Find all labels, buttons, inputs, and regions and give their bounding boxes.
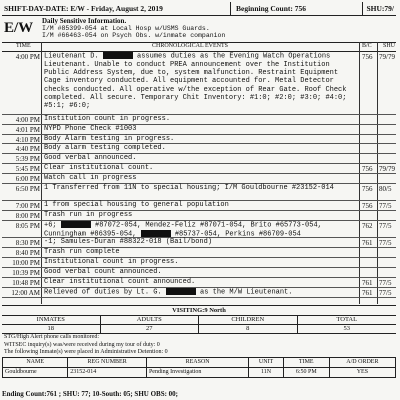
event-time: 7:00 PM xyxy=(15,202,40,210)
event-time: 6:00 PM xyxy=(15,175,40,183)
info-line-1: I/M #85399-054 at Local Hosp w/USMS Guards. xyxy=(42,25,210,32)
ad-cell: Pending Investigation xyxy=(146,367,248,377)
ad-cell: 23152-014 xyxy=(68,367,147,377)
event-shu: 77/5 xyxy=(379,279,392,287)
table-row xyxy=(2,221,396,238)
table-row xyxy=(2,52,396,115)
visiting-value: 53 xyxy=(343,325,350,332)
event-time: 5:45 PM xyxy=(15,165,40,173)
event-text: Watch call in progress xyxy=(44,174,137,182)
event-bc: 756 xyxy=(362,185,373,193)
count-sheet-page xyxy=(2,0,398,398)
info-line-2: I/M #66463-054 on Psych Obs. w/inmate companion xyxy=(42,32,226,39)
visiting-value: 8 xyxy=(199,325,298,333)
event-shu: 77/5 xyxy=(379,222,392,230)
col-bc: B/C xyxy=(362,43,372,49)
event-text: +6; #87072-054, Mendez-Feliz #87071-054, Brito #65773-054, Cunningham #86395-054, #85737-054, Perkins #86709-054 xyxy=(44,221,322,238)
notes xyxy=(2,334,396,357)
ad-cell: YES xyxy=(329,367,395,377)
event-shu: 77/5 xyxy=(379,202,392,210)
event-time: 5:39 PM xyxy=(15,155,40,163)
note-line: WITSEC inquiry(s) was/were received during my tour of duty: 0 xyxy=(4,341,160,348)
note-line: STG/High Alert phone calls monitored: xyxy=(4,334,99,340)
table-row xyxy=(2,144,396,154)
ad-cell: 6:50 PM xyxy=(283,367,329,377)
event-time: 8:05 PM xyxy=(15,222,40,230)
ad-col-unit: UNIT xyxy=(249,357,283,367)
event-time: 4:40 PM xyxy=(15,145,40,153)
table-row xyxy=(2,115,396,125)
ad-table-header xyxy=(3,357,396,367)
table-row xyxy=(2,278,396,288)
visiting-headers xyxy=(2,316,396,325)
event-time: 10:48 PM xyxy=(12,279,40,287)
event-bc: 762 xyxy=(362,222,373,230)
table-row xyxy=(3,367,396,377)
ending-count: Ending Count:761 ; SHU: 77; 10-South: 05; SHU OBS: 00; xyxy=(2,390,178,398)
event-shu: 79/79 xyxy=(379,165,395,173)
info-title: Daily Sensitive Information. xyxy=(42,17,127,25)
visiting-value: 18 xyxy=(2,325,101,333)
event-time: 4:10 PM xyxy=(15,136,40,144)
table-row xyxy=(2,154,396,164)
event-text: Trash run in progress xyxy=(44,211,133,219)
ad-table xyxy=(2,357,396,378)
event-shu: 77/5 xyxy=(379,239,392,247)
event-time: 4:01 PM xyxy=(15,126,40,134)
ad-col-name: NAME xyxy=(3,357,68,367)
visiting-section xyxy=(2,305,396,378)
event-shu: 77/5 xyxy=(379,289,392,297)
header-bar xyxy=(2,2,396,16)
visiting-header: ADULTS xyxy=(101,316,200,324)
event-bc: 756 xyxy=(362,53,373,61)
event-time: 6:50 PM xyxy=(15,185,40,193)
visiting-header: INMATES xyxy=(2,316,101,324)
table-row xyxy=(2,211,396,221)
table-row xyxy=(2,164,396,174)
table-row xyxy=(2,201,396,211)
watch-code: E/W xyxy=(4,20,34,36)
visiting-value: 27 xyxy=(101,325,200,333)
event-text: Trash run complete xyxy=(44,248,120,256)
event-text: -1; Samules-Duran #88322-018 (Bail/bond) xyxy=(44,238,213,246)
redaction-bar xyxy=(166,288,196,295)
note-line: The following Inmate(s) were placed in Administrative Detention: 0 xyxy=(4,349,168,355)
event-text: Clear institutional count. xyxy=(44,164,154,172)
table-row xyxy=(2,288,396,298)
event-bc: 756 xyxy=(362,202,373,210)
event-text: 1 Transferred from 11N to special housing; I/M Gouldbourne #23152-014 xyxy=(44,184,334,192)
event-text: Good verbal announced. xyxy=(44,154,137,162)
event-shu: 80/5 xyxy=(379,185,392,193)
event-bc: 761 xyxy=(362,279,373,287)
event-time: 8:00 PM xyxy=(15,212,40,220)
event-time: 8:30 PM xyxy=(15,239,40,247)
table-row xyxy=(2,268,396,278)
shift-day-date: SHIFT-DAY-DATE: E/W - Friday, August 2, 2019 xyxy=(4,4,163,13)
event-bc: 761 xyxy=(362,239,373,247)
ad-col-reg: REG NUMBER xyxy=(68,357,147,367)
col-time: TIME xyxy=(16,43,31,49)
col-shu: SHU xyxy=(383,43,396,49)
table-row xyxy=(2,184,396,201)
event-text: Relieved of duties by Lt. G. as the M/W Lieutenant. xyxy=(44,288,293,297)
shu-count: SHU:79/ xyxy=(366,4,394,13)
redaction-bar xyxy=(103,52,133,59)
event-time: 8:40 PM xyxy=(15,249,40,257)
col-events: CHRONOLOGICAL EVENTS xyxy=(152,43,228,49)
event-text: Institution count in progress. xyxy=(44,115,171,123)
event-shu: 79/79 xyxy=(379,53,395,61)
redaction-bar xyxy=(141,230,171,237)
visiting-header: TOTAL xyxy=(336,316,358,323)
table-row xyxy=(2,135,396,144)
visiting-title: VISITING:9 North xyxy=(2,305,396,316)
beginning-count: Beginning Count: 756 xyxy=(236,4,307,13)
visiting-header: CHILDREN xyxy=(199,316,298,324)
event-text: Body Alarm testing in progress. xyxy=(44,135,175,143)
event-text: Lieutenant D. assumes duties as the Evening Watch Operations Lieutenant. Unable to conduct PREA announcement over the Institution Public Address System, due to, system malfunction. Restraint Equipment Cage inventory conducted. All equipment accounted for. Metal Detector checks conducted. All operative w/the exception of Rear Gate. Roof Check completed. All secure. Temporary Chit Inventory: #1:0; #2:0; #3:0; #4:0; #5:1; #6:0; xyxy=(44,52,347,111)
table-row xyxy=(2,258,396,268)
ad-cell: 11N xyxy=(249,367,283,377)
table-row xyxy=(2,238,396,248)
event-time: 10:39 PM xyxy=(12,269,40,277)
redaction-bar xyxy=(61,221,91,228)
table-row xyxy=(2,125,396,135)
event-text: Body alarm testing completed. xyxy=(44,144,166,152)
event-bc: 756 xyxy=(362,165,373,173)
table-row xyxy=(2,174,396,184)
event-text: 1 from special housing to general population xyxy=(44,201,229,209)
event-time: 12:00 AM xyxy=(11,289,40,297)
event-text: NYPD Phone Check #1003 xyxy=(44,125,137,133)
table-row xyxy=(2,248,396,258)
ad-col-order: A/D ORDER xyxy=(329,357,395,367)
event-time: 10:00 PM xyxy=(12,259,40,267)
visiting-values xyxy=(2,325,396,334)
event-time: 4:00 PM xyxy=(15,53,40,61)
event-text: Institutional count in progress. xyxy=(44,258,179,266)
ad-col-time: TIME xyxy=(283,357,329,367)
event-time: 4:00 PM xyxy=(15,116,40,124)
event-text: Clear institutional count announced. xyxy=(44,278,196,286)
event-bc: 761 xyxy=(362,289,373,297)
column-header xyxy=(2,42,396,52)
ad-cell: Gouldbourne xyxy=(3,367,68,377)
sensitive-info-block xyxy=(2,16,396,43)
ad-col-reason: REASON xyxy=(146,357,248,367)
event-text: Good verbal count announced. xyxy=(44,268,162,276)
